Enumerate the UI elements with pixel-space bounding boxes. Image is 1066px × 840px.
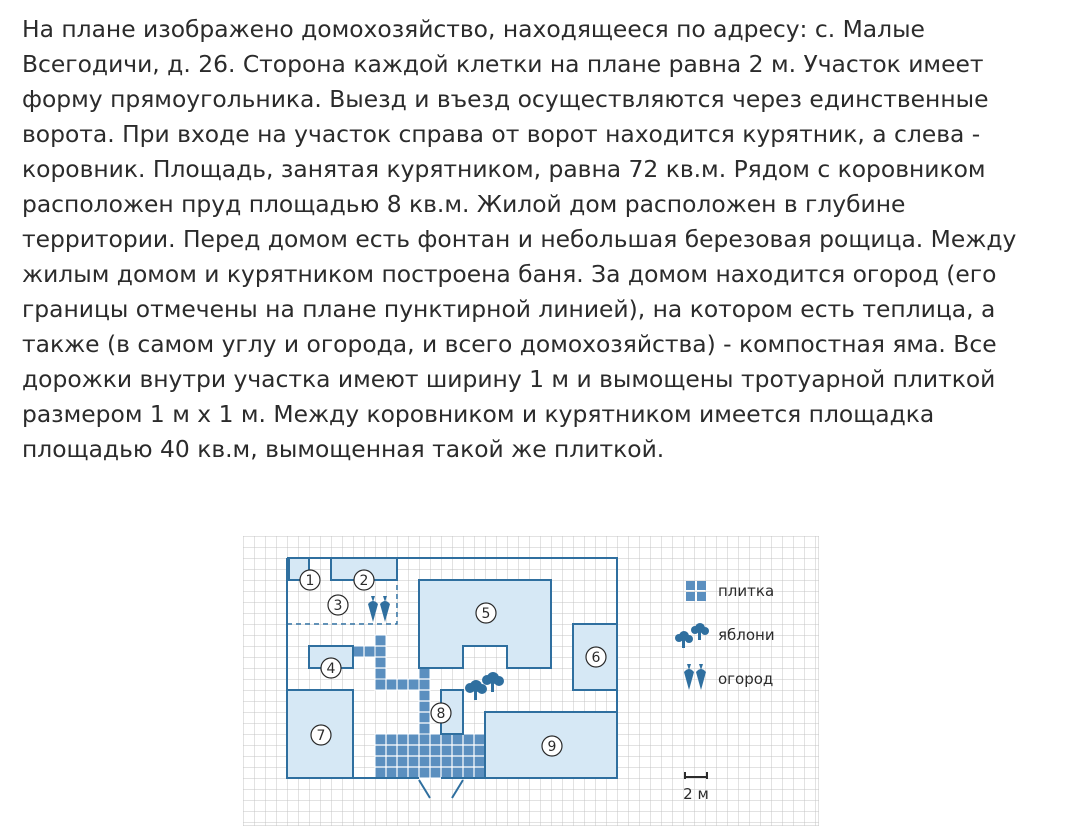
marker-3 (328, 595, 348, 615)
svg-text:5: 5 (481, 606, 491, 622)
problem-text: На плане изображено домохозяйство, находящееся по адресу: с. Малые Всегодичи, д. 26. Сторона каждой клетки на плане равна 2 м. Участок имеет форму прямоугольника. Выезд и въезд осуществляются через единственные ворота. При входе на участок справа от ворот находится курятник, а слева - коровник. Площадь, занятая курятником, равна 72 кв.м. Рядом с коровником расположен пруд площадью 8 кв.м. Жилой дом расположен в глубине территории. Перед домом есть фонтан и небольшая березовая рощица. Между жилым домом и курятником построена баня. За домом находится огород (его границы отмечены на плане пунктирной линией), на котором есть теплица, а также (в самом углу и огорода, и всего домохозяйства) - компостная яма. Все дорожки внутри участка имеют ширину 1 м и вымощены тротуарной плиткой размером 1 м x 1 м. Между коровником и курятником имеется площадка площадью 40 кв.м, вымощенная такой же плиткой. (22, 15, 1017, 463)
svg-text:7: 7 (316, 728, 326, 744)
svg-text:2: 2 (359, 573, 369, 589)
svg-text:8: 8 (436, 706, 446, 722)
svg-text:4: 4 (326, 661, 336, 677)
legend-apple-trees-label: яблони (718, 626, 775, 644)
marker-1 (300, 570, 320, 590)
svg-text:3: 3 (333, 598, 343, 614)
legend-tile-label: плитка (718, 582, 775, 600)
marker-4 (321, 658, 341, 678)
marker-8 (431, 703, 451, 723)
marker-7 (311, 725, 331, 745)
svg-text:9: 9 (547, 739, 557, 755)
svg-text:6: 6 (591, 650, 601, 666)
svg-text:1: 1 (305, 573, 315, 589)
marker-9 (542, 736, 562, 756)
marker-6 (586, 647, 606, 667)
household-plan (243, 536, 819, 826)
legend-garden-label: огород (718, 670, 774, 688)
scale-label: 2 м (683, 785, 709, 803)
marker-5 (476, 603, 496, 623)
marker-2 (354, 570, 374, 590)
